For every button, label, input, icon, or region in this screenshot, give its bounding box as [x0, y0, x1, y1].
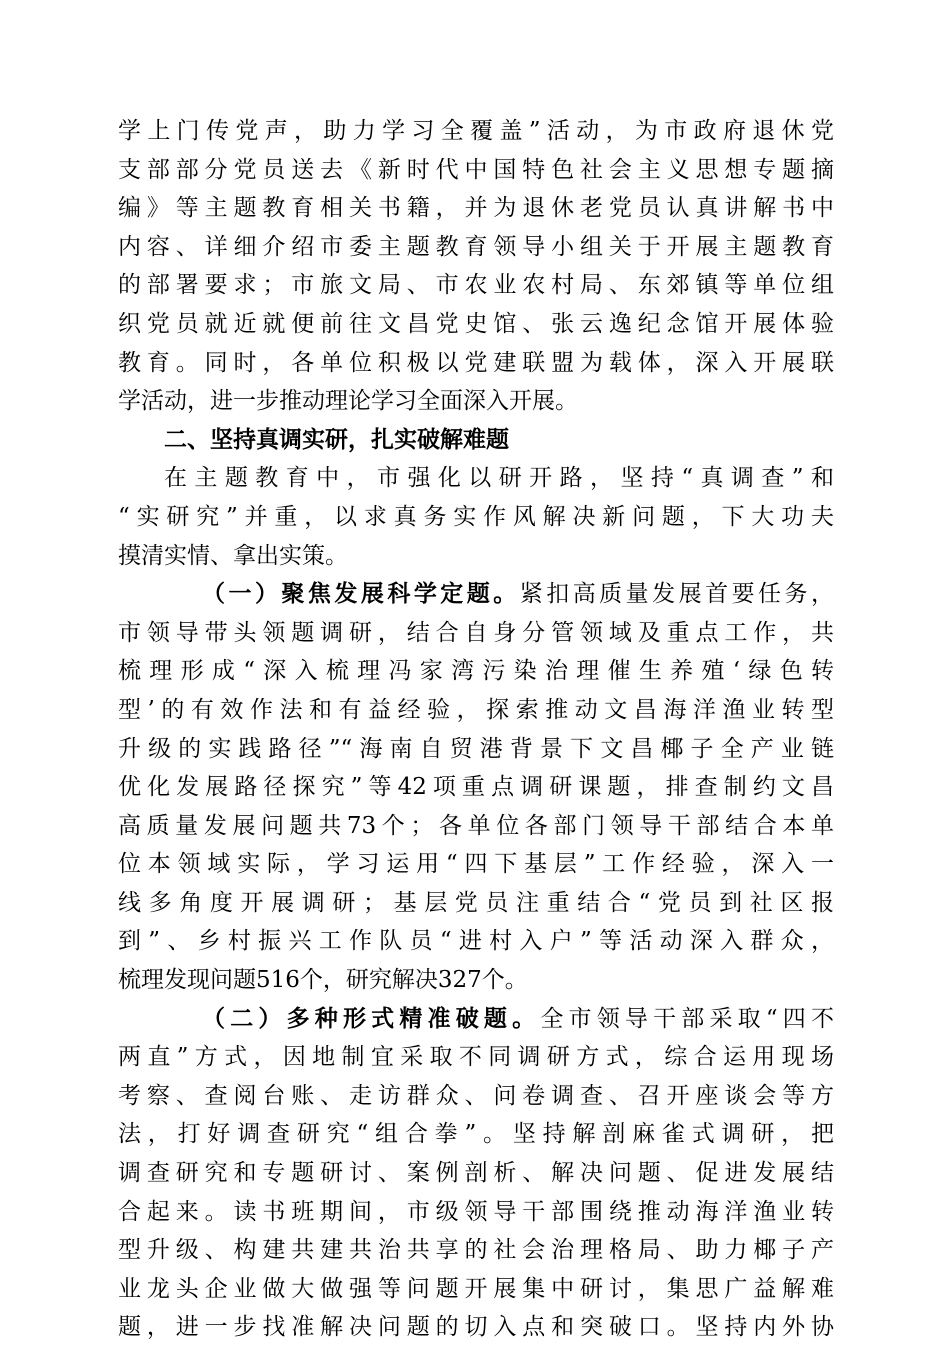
- text-line: 梳理形成“深入梳理冯家湾污染治理催生养殖‘绿色转: [118, 658, 834, 685]
- text-line: 业龙头企业做大做强等问题开展集中研讨，集思广益解难: [118, 1275, 834, 1302]
- text-line: “实研究”并重，以求真务实作风解决新问题，下大功夫: [118, 503, 834, 530]
- text-line: 支部部分党员送去《新时代中国特色社会主义思想专题摘: [118, 156, 834, 183]
- paragraph-subsection-2: [118, 1000, 834, 1347]
- text-line: 两直”方式，因地制宜采取不同调研方式，综合运用现场: [118, 1044, 834, 1071]
- text-line: 合起来。读书班期间，市级领导干部围绕推动海洋渔业转: [118, 1198, 834, 1225]
- text-line: 到”、乡村振兴工作队员“进村入户”等活动深入群众，: [118, 928, 834, 955]
- text-line: 内容、详细介绍市委主题教育领导小组关于开展主题教育: [118, 233, 834, 260]
- text-line: 编》等主题教育相关书籍，并为退休老党员认真讲解书中: [118, 195, 834, 222]
- text-line: 在主题教育中，市强化以研开路，坚持“真调查”和: [164, 465, 834, 492]
- text-line: 线多角度开展调研；基层党员注重结合“党员到社区报: [118, 889, 834, 916]
- subsection-title: （一）聚焦发展科学定题。: [202, 580, 520, 608]
- subsection-title: （二）多种形式精准破题。: [202, 1004, 541, 1032]
- text-span: 全市领导干部采取“四不: [540, 1005, 834, 1032]
- text-line: 高质量发展问题共73个；各单位各部门领导干部结合本单: [118, 812, 834, 839]
- text-line: 的部署要求；市旅文局、市农业农村局、东郊镇等单位组: [118, 272, 834, 299]
- text-line: 位本领域实际，学习运用“四下基层”工作经验，深入一: [118, 851, 834, 878]
- text-span: 紧扣高质量发展首要任务，: [519, 581, 835, 608]
- text-line: 考察、查阅台账、走访群众、问卷调查、召开座谈会等方: [118, 1082, 834, 1109]
- section-heading: 二、坚持真调实研，扎实破解难题: [164, 426, 509, 453]
- paragraph-subsection-1: [118, 575, 834, 1000]
- text-line: 型升级、构建共建共治共享的社会治理格局、助力椰子产: [118, 1237, 834, 1264]
- text-line: 升级的实践路径”“海南自贸港背景下文昌椰子全产业链: [118, 735, 834, 762]
- document-page: [118, 112, 834, 1347]
- text-line: 型’的有效作法和有益经验，探索推动文昌海洋渔业转型: [118, 696, 834, 723]
- text-line: 题，进一步找准解决问题的切入点和突破口。坚持内外协: [118, 1314, 834, 1341]
- text-line: 教育。同时，各单位积极以党建联盟为载体，深入开展联: [118, 349, 834, 376]
- text-line: 梳理发现问题516个，研究解决327个。: [118, 967, 528, 994]
- text-line: 学活动，进一步推动理论学习全面深入开展。: [118, 388, 578, 415]
- text-line: 调查研究和专题研讨、案例剖析、解决问题、促进发展结: [118, 1160, 834, 1187]
- text-line: 市领导带头领题调研，结合自身分管领域及重点工作，共: [118, 619, 834, 646]
- text-line: [118, 575, 834, 614]
- text-line: [118, 1000, 834, 1039]
- text-line: 法，打好调查研究“组合拳”。坚持解剖麻雀式调研，把: [118, 1121, 834, 1148]
- paragraph-continuation: [118, 112, 834, 421]
- paragraph-intro: [118, 459, 834, 575]
- text-line: 摸清实情、拿出实策。: [118, 542, 348, 569]
- text-line: 优化发展路径探究”等42项重点调研课题，排查制约文昌: [118, 774, 834, 801]
- text-line: 织党员就近就便前往文昌党史馆、张云逸纪念馆开展体验: [118, 310, 834, 337]
- text-line: 学上门传党声，助力学习全覆盖”活动，为市政府退休党: [118, 118, 834, 144]
